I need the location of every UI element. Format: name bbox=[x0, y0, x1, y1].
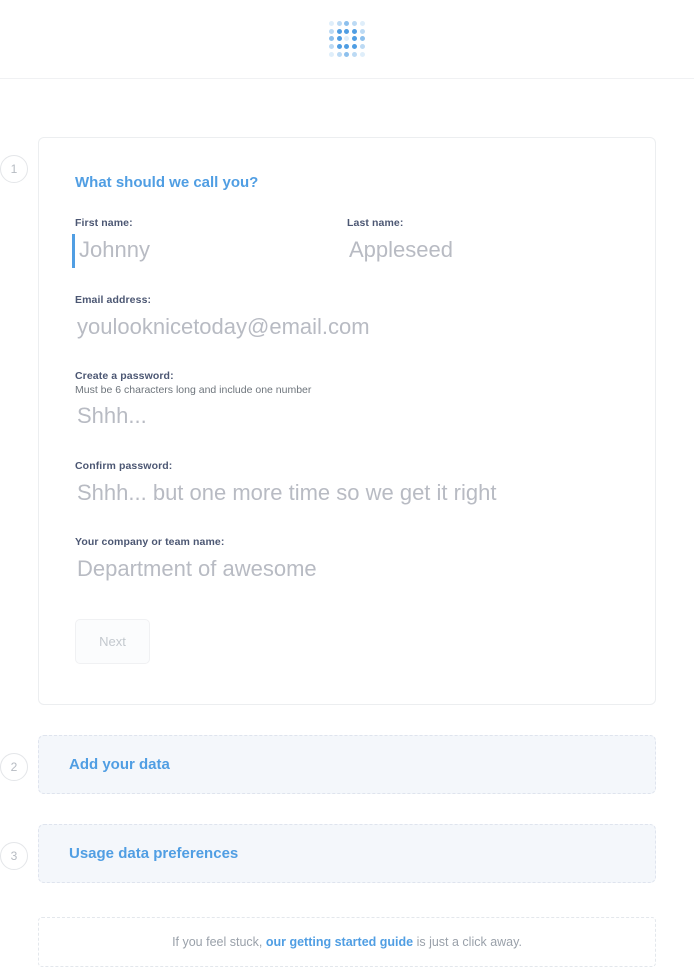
first-name-group bbox=[75, 217, 347, 294]
password-input[interactable] bbox=[75, 400, 619, 434]
email-input[interactable] bbox=[75, 311, 619, 345]
last-name-input[interactable] bbox=[347, 234, 619, 268]
confirm-password-label: Confirm password: bbox=[75, 459, 173, 472]
getting-started-guide-link[interactable]: our getting started guide bbox=[265, 934, 414, 949]
page-title: What should we call you? bbox=[75, 174, 259, 191]
setup-step-add-data[interactable] bbox=[10, 735, 656, 794]
help-footer bbox=[38, 917, 656, 967]
first-name-field bbox=[75, 217, 347, 268]
add-data-title: Add your data bbox=[69, 755, 170, 773]
metabase-dots-logo bbox=[328, 20, 366, 58]
password-field bbox=[75, 370, 619, 434]
company-label: Your company or team name: bbox=[75, 536, 225, 548]
first-name-label: First name: bbox=[75, 217, 133, 229]
company-input[interactable] bbox=[75, 553, 619, 587]
step-number-2: 2 bbox=[0, 753, 28, 781]
email-label: Email address: bbox=[75, 293, 152, 306]
first-name-input[interactable] bbox=[72, 234, 344, 268]
usage-preferences-title: Usage data preferences bbox=[69, 844, 239, 862]
last-name-label: Last name: bbox=[347, 217, 404, 229]
usage-preferences-card[interactable] bbox=[38, 824, 656, 883]
step-number-3: 3 bbox=[0, 842, 28, 870]
confirm-password-input[interactable] bbox=[75, 477, 619, 511]
setup-step-usage-preferences[interactable] bbox=[10, 824, 656, 883]
step-number-1: 1 bbox=[0, 155, 28, 183]
password-hint: Must be 6 characters long and include one number bbox=[75, 384, 312, 396]
last-name-group bbox=[347, 217, 619, 294]
last-name-field bbox=[347, 217, 619, 268]
add-data-card[interactable] bbox=[38, 735, 656, 794]
email-field bbox=[75, 294, 619, 345]
user-info-card bbox=[38, 137, 656, 705]
help-prefix-text: If you feel stuck, bbox=[172, 934, 266, 949]
name-row bbox=[75, 217, 619, 294]
setup-step-user-info bbox=[10, 137, 656, 705]
company-field bbox=[75, 536, 619, 587]
confirm-password-field bbox=[75, 460, 619, 511]
next-button[interactable]: Next bbox=[75, 619, 150, 664]
help-suffix-text: is just a click away. bbox=[413, 934, 522, 949]
setup-page bbox=[0, 79, 694, 967]
app-header bbox=[0, 0, 694, 79]
password-label: Create a password: bbox=[75, 370, 174, 382]
